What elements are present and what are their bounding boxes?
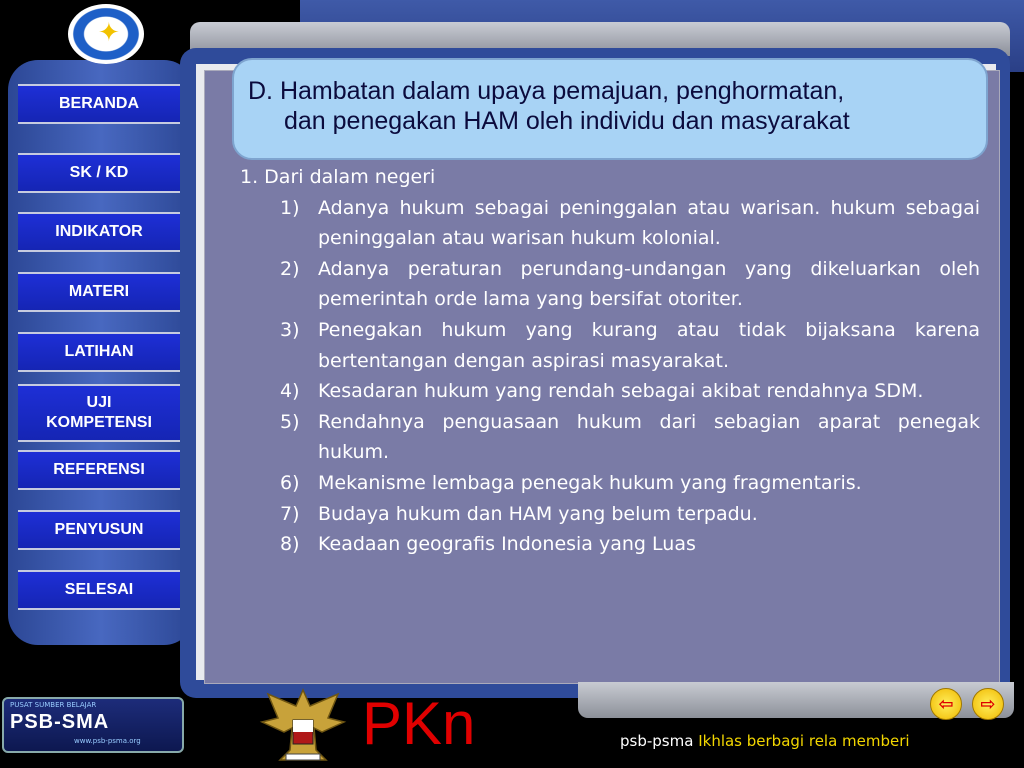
- nav-label: MATERI: [68, 283, 130, 300]
- nav-label: REFERENSI: [53, 461, 145, 478]
- left-arrow-icon: ⇦: [938, 693, 954, 715]
- nav-label-line2: KOMPETENSI: [46, 414, 152, 431]
- list-text: Rendahnya penguasaan hukum dari sebagian aparat penegak hukum.: [318, 410, 980, 464]
- list-item: [280, 468, 980, 499]
- nav-referensi-button[interactable]: [18, 450, 180, 490]
- list-number: 4): [280, 380, 300, 403]
- list-item: [280, 254, 980, 315]
- psb-sma-logo: [2, 697, 184, 753]
- list-text: Kesadaran hukum yang rendah sebagai akibat rendahnya SDM.: [318, 380, 924, 403]
- list-text: Mekanisme lembaga penegak hukum yang fragmentaris.: [318, 471, 862, 494]
- list-text: Adanya hukum sebagai peninggalan atau warisan. hukum sebagai peninggalan atau warisan hukum kolonial.: [318, 196, 980, 250]
- nav-selesai-button[interactable]: [18, 570, 180, 610]
- list-number: 6): [280, 471, 300, 494]
- title-line1: D. Hambatan dalam upaya pemajuan, penghormatan,: [248, 77, 845, 105]
- list-item: [280, 529, 980, 560]
- nav-label: PENYUSUN: [54, 521, 144, 538]
- content-list: [240, 162, 980, 560]
- list-number: 7): [280, 502, 300, 525]
- next-slide-button[interactable]: [972, 688, 1004, 720]
- list-number: 5): [280, 410, 300, 433]
- list-text: Keadaan geografis Indonesia yang Luas: [318, 533, 696, 556]
- list-number: 1): [280, 196, 300, 219]
- footer-prefix: psb-psma: [620, 732, 694, 750]
- section-title: [232, 58, 988, 160]
- nav-label: BERANDA: [59, 95, 139, 112]
- nav-label: LATIHAN: [64, 343, 134, 360]
- list-item: [280, 499, 980, 530]
- list-number: 8): [280, 533, 300, 556]
- list-item: [280, 407, 980, 468]
- kemendikbud-logo: [68, 4, 144, 64]
- nav-sk-kd-button[interactable]: [18, 153, 180, 193]
- title-line2: dan penegakan HAM oleh individu dan masyarakat: [284, 107, 850, 135]
- list-text: Adanya peraturan perundang-undangan yang dikeluarkan oleh pemerintah orde lama yang bersifat otoriter.: [318, 257, 980, 311]
- prev-slide-button[interactable]: [930, 688, 962, 720]
- nav-materi-button[interactable]: [18, 272, 180, 312]
- list-heading: 1. Dari dalam negeri: [240, 166, 436, 188]
- nav-label: SELESAI: [64, 581, 134, 598]
- footer-tagline: Ikhlas berbagi rela memberi: [698, 732, 910, 750]
- nav-label: SK / KD: [69, 164, 129, 181]
- nav-uji-kompetensi-button[interactable]: [18, 384, 180, 442]
- logo-emblem-icon: ✦: [98, 18, 120, 48]
- psb-url-text: www.psb-psma.org: [74, 737, 141, 745]
- list-item: [280, 376, 980, 407]
- list-item: [280, 315, 980, 376]
- nav-label-line1: UJI: [86, 394, 112, 411]
- list-text: Penegakan hukum yang kurang atau tidak bijaksana karena bertentangan dengan aspirasi masyarakat.: [318, 318, 980, 372]
- nav-penyusun-button[interactable]: [18, 510, 180, 550]
- list-number: 2): [280, 257, 300, 280]
- subject-title: PKn: [362, 690, 476, 757]
- garuda-emblem-icon: [258, 684, 348, 766]
- nav-indikator-button[interactable]: [18, 212, 180, 252]
- nav-latihan-button[interactable]: [18, 332, 180, 372]
- footer-text: [620, 732, 910, 750]
- right-arrow-icon: ⇨: [980, 693, 996, 715]
- psb-name-text: PSB-SMA: [10, 711, 110, 733]
- nav-beranda-button[interactable]: [18, 84, 180, 124]
- psb-top-text: PUSAT SUMBER BELAJAR: [10, 701, 97, 709]
- list-number: 3): [280, 318, 300, 341]
- list-item: [280, 193, 980, 254]
- nav-label: INDIKATOR: [55, 223, 143, 240]
- list-text: Budaya hukum dan HAM yang belum terpadu.: [318, 502, 758, 525]
